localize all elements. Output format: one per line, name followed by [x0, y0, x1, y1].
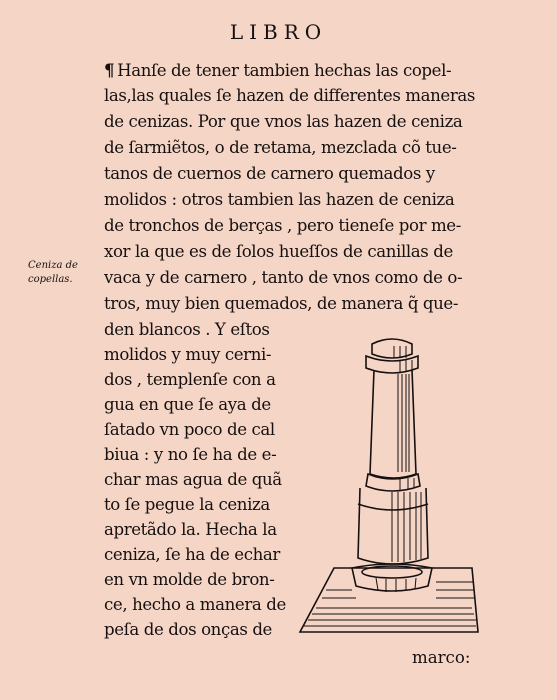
running-title: LIBRO — [229, 20, 328, 44]
cupel-mold-woodcut-icon — [296, 332, 486, 642]
margin-note — [28, 259, 98, 287]
margin-note-line: Ceniza de — [28, 260, 78, 271]
text-line: xor la que es de ſolos hueſſos de canillas de — [104, 242, 453, 261]
text-line: tros, muy bien quemados, de manera q̃ que- — [104, 294, 459, 313]
text-line: molidos y muy cerni- — [104, 345, 272, 364]
text-line: tanos de cuernos de carnero quemados y — [104, 164, 435, 183]
margin-note-line: copellas. — [28, 274, 73, 285]
text-line: ſatado vn poco de cal — [104, 420, 275, 439]
text-line: de ſarmiẽtos, o de retama, mezclada cõ tue- — [104, 138, 457, 157]
text-line: vaca y de carnero , tanto de vnos como de o- — [104, 268, 463, 287]
text-line: ce, hecho a manera de — [104, 595, 286, 614]
text-line: las,las quales ſe hazen de differentes maneras — [104, 86, 475, 105]
text-line: to ſe pegue la ceniza — [104, 495, 270, 514]
catchword: marco: — [412, 648, 471, 667]
text-line: peſa de dos onças de — [104, 620, 272, 639]
text-line: de cenizas. Por que vnos las hazen de ceniza — [104, 112, 463, 131]
text-line: de tronchos de berças , pero tieneſe por me- — [104, 216, 461, 235]
text-line-content: Hanſe de tener tambien hechas las copel- — [117, 61, 452, 80]
text-line: gua en que ſe aya de — [104, 395, 271, 414]
pilcrow-icon: ¶ — [104, 60, 115, 80]
text-line: apretãdo la. Hecha la — [104, 520, 277, 539]
text-line: den blancos . Y eſtos — [104, 320, 270, 339]
text-line: biua : y no ſe ha de e- — [104, 445, 277, 464]
text-line: char mas agua de quã — [104, 470, 282, 489]
text-line: ceniza, ſe ha de echar — [104, 545, 280, 564]
text-line — [104, 62, 488, 80]
text-line: dos , templenſe con a — [104, 370, 276, 389]
text-line: molidos : otros tambien las hazen de ceniza — [104, 190, 455, 209]
text-line: en vn molde de bron- — [104, 570, 275, 589]
